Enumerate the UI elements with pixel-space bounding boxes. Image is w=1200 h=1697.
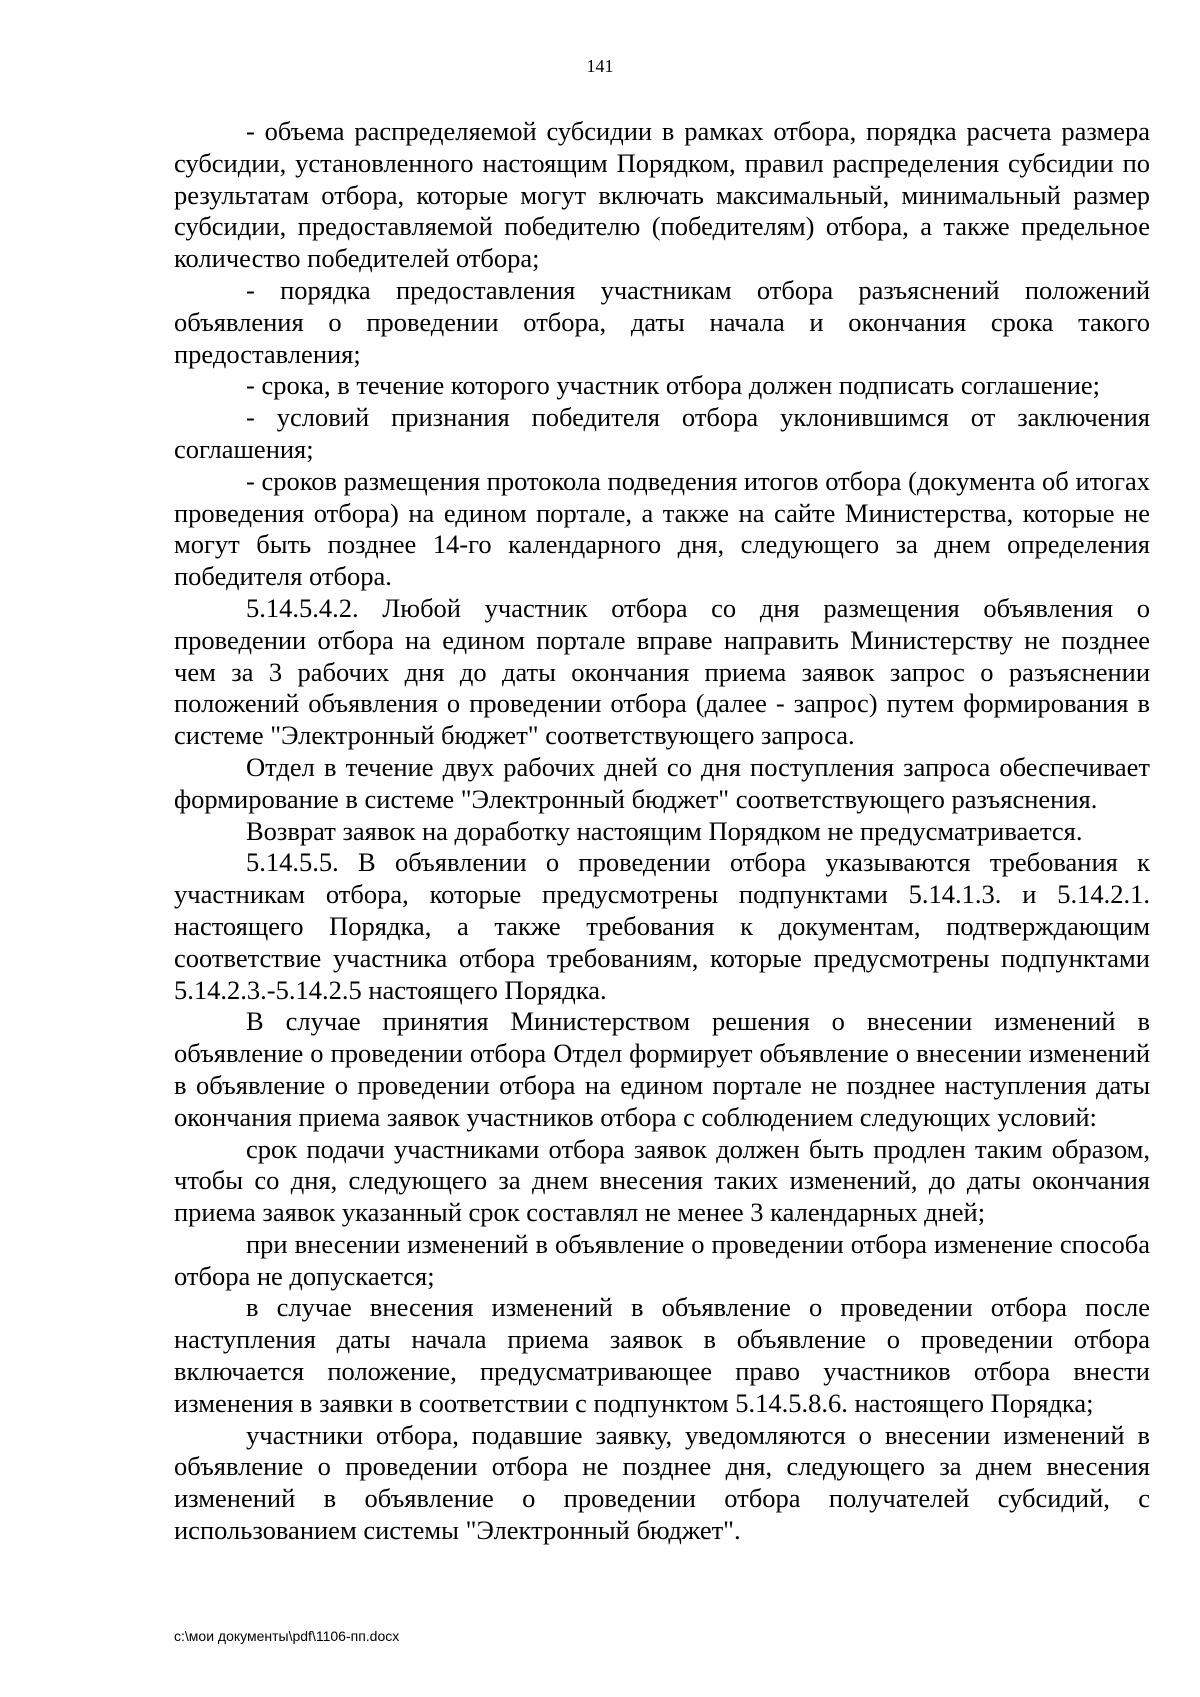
paragraph: при внесении изменений в объявление о проведении отбора изменение способа отбора не допускается; [174, 1228, 1150, 1291]
paragraph: в случае внесения изменений в объявление о проведении отбора после наступления даты начала приема заявок в объявление о проведении отбора включается положение, предусматривающее право участников отбора внести изменения в заявки в соответствии с подпунктом 5.14.5.8.6. настоящего Порядка; [174, 1292, 1150, 1418]
paragraph: - объема распределяемой субсидии в рамках отбора, порядка расчета размера субсидии, установленного настоящим Порядком, правил распределения субсидии по результатам отбора, которые могут включать максимальный, минимальный размер субсидии, предоставляемой победителю (победителям) отбора, а также предельное количество победителей отбора; [174, 116, 1150, 274]
document-body [174, 116, 1150, 1547]
paragraph: 5.14.5.4.2. Любой участник отбора со дня размещения объявления о проведении отбора на едином портале вправе направить Министерству не позднее чем за 3 рабочих дня до даты окончания приема заявок запрос о разъяснении положений объявления о проведении отбора (далее - запрос) путем формирования в системе "Электронный бюджет" соответствующего запроса. [174, 592, 1150, 751]
paragraph: участники отбора, подавшие заявку, уведомляются о внесении изменений в объявление о проведении отбора не позднее дня, следующего за днем внесения изменений в объявление о проведении отбора получателей субсидий, с использованием системы "Электронный бюджет". [174, 1419, 1150, 1546]
paragraph: Отдел в течение двух рабочих дней со дня поступления запроса обеспечивает формирование в системе "Электронный бюджет" соответствующего разъяснения. [174, 751, 1150, 814]
paragraph: срок подачи участниками отбора заявок должен быть продлен таким образом, чтобы со дня, следующего за днем внесения таких изменений, до даты окончания приема заявок указанный срок составлял не менее 3 календарных дней; [174, 1133, 1150, 1228]
paragraph: 5.14.5.5. В объявлении о проведении отбора указываются требования к участникам отбора, которые предусмотрены подпунктами 5.14.1.3. и 5.14.2.1. настоящего Порядка, а также требования к документам, подтверждающим соответствие участника отбора требованиям, которые предусмотрены подпунктами 5.14.2.3.-5.14.2.5 настоящего Порядка. [174, 847, 1150, 1005]
paragraph: - порядка предоставления участникам отбора разъяснений положений объявления о проведении отбора, даты начала и окончания срока такого предоставления; [174, 274, 1150, 369]
paragraph: - сроков размещения протокола подведения итогов отбора (документа об итогах проведения отбора) на едином портале, а также на сайте Министерства, которые не могут быть позднее 14-го календарного дня, следующего за днем определения победителя отбора. [174, 465, 1150, 592]
paragraph: - срока, в течение которого участник отбора должен подписать соглашение; [246, 370, 1101, 401]
paragraph: - условий признания победителя отбора уклонившимся от заключения соглашения; [174, 402, 1150, 464]
paragraph: Возврат заявок на доработку настоящим Порядком не предусматривается. [246, 815, 1083, 846]
paragraph: В случае принятия Министерством решения о внесении изменений в объявление о проведении отбора Отдел формирует объявление о внесении изменений в объявление о проведении отбора на едином портале не позднее наступления даты окончания приема заявок участников отбора с соблюдением следующих условий: [174, 1006, 1150, 1132]
footer-file-path: c:\мои документы\pdf\1106-пп.docx [174, 1628, 400, 1644]
page-number: 141 [586, 56, 614, 76]
